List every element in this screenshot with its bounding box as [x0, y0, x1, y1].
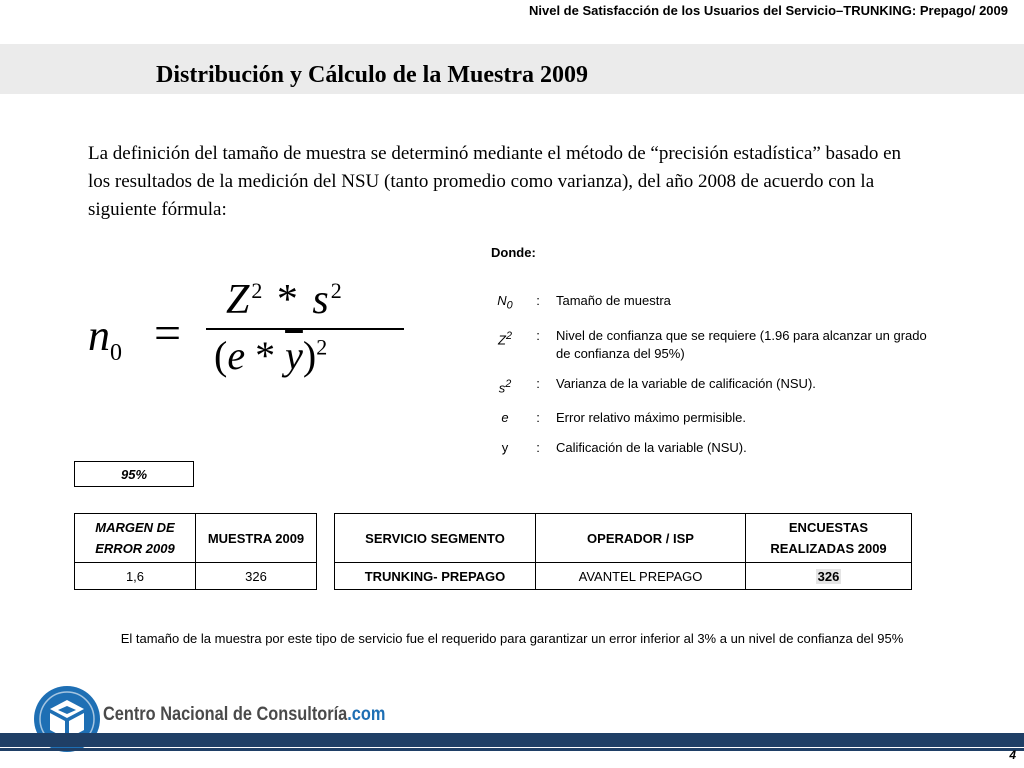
definition-description: Error relativo máximo permisible.: [556, 409, 746, 425]
definition-separator: :: [536, 327, 540, 343]
formula-denominator: $(e * \overline{y})^2$: [214, 333, 328, 378]
definition-symbol: $Z^2$: [498, 329, 512, 347]
header-sample: MUESTRA 2009: [196, 514, 317, 563]
slide-title: Distribución y Cálculo de la Muestra 2009: [156, 62, 588, 88]
definition-description: Tamaño de muestra: [556, 293, 671, 308]
header-title: Nivel de Satisfacción de los Usuarios del Servicio–TRUNKING: Prepago/ 2009: [529, 3, 1008, 18]
confidence-level-box: 95%: [74, 461, 194, 487]
logo-wordmark: Centro Nacional de Consultoría.com: [103, 704, 386, 725]
definition-symbol: $s^2$: [498, 377, 512, 395]
formula-equals: =: [154, 307, 182, 360]
cell-sample: 326: [196, 563, 317, 590]
formula-fraction-bar: [206, 328, 404, 330]
footnote: El tamaño de la muestra por este tipo de servicio fue el requerido para garantizar un error inferior al 3% a un nivel de confianza del 95%: [120, 631, 904, 646]
surveys-value: 326: [817, 568, 840, 584]
definition-row: [486, 403, 938, 433]
sample-table: [74, 513, 317, 590]
definition-description: Nivel de confianza que se requiere (1.96 para alcanzar un grado de confianza del 95%): [556, 327, 927, 361]
definition-separator: :: [536, 439, 540, 455]
cell-margin-error: 1,6: [75, 563, 196, 590]
definition-symbol: $N_0$: [497, 293, 513, 312]
definition-description: Varianza de la variable de calificación (NSU).: [556, 375, 816, 391]
table-header-row: [335, 514, 912, 563]
table-header-row: [75, 514, 317, 563]
footer-line: [0, 748, 1024, 751]
definition-separator: :: [536, 409, 540, 425]
definition-symbol: y: [501, 439, 509, 455]
cell-surveys: [746, 563, 912, 590]
definitions-table: [486, 286, 938, 463]
header-operator: OPERADOR / ISP: [536, 514, 746, 563]
footer-bar: [0, 733, 1024, 747]
header-service-segment: SERVICIO SEGMENTO: [335, 514, 536, 563]
header-surveys: ENCUESTAS REALIZADAS 2009: [746, 514, 912, 563]
cell-service-segment: TRUNKING- PREPAGO: [335, 563, 536, 590]
sample-size-formula: [88, 277, 418, 392]
definition-description: Calificación de la variable (NSU).: [556, 439, 747, 455]
intro-paragraph: La definición del tamaño de muestra se determinó mediante el método de “precisión estadística” basado en los resultados de la medición del NSU (tanto promedio como varianza), del año 2008 de acuerdo con la siguiente fórmula:: [88, 143, 902, 220]
table-row: [335, 563, 912, 590]
definition-row: [486, 433, 938, 463]
definition-separator: :: [536, 375, 540, 391]
definitions-heading: Donde:: [491, 245, 536, 260]
definition-symbol: e: [501, 409, 509, 425]
table-row: [75, 563, 317, 590]
definition-separator: :: [536, 293, 540, 308]
cell-operator: AVANTEL PREPAGO: [536, 563, 746, 590]
page-number: 4: [1009, 748, 1016, 762]
formula-lhs: $n_0$: [88, 311, 122, 366]
definition-row: [486, 369, 938, 403]
formula-numerator: $Z^2 * s^2$: [226, 277, 344, 323]
definition-row: [486, 286, 938, 321]
header-margin-error: MARGEN DE ERROR 2009: [75, 514, 196, 563]
service-table: [334, 513, 912, 590]
definition-row: [486, 321, 938, 369]
